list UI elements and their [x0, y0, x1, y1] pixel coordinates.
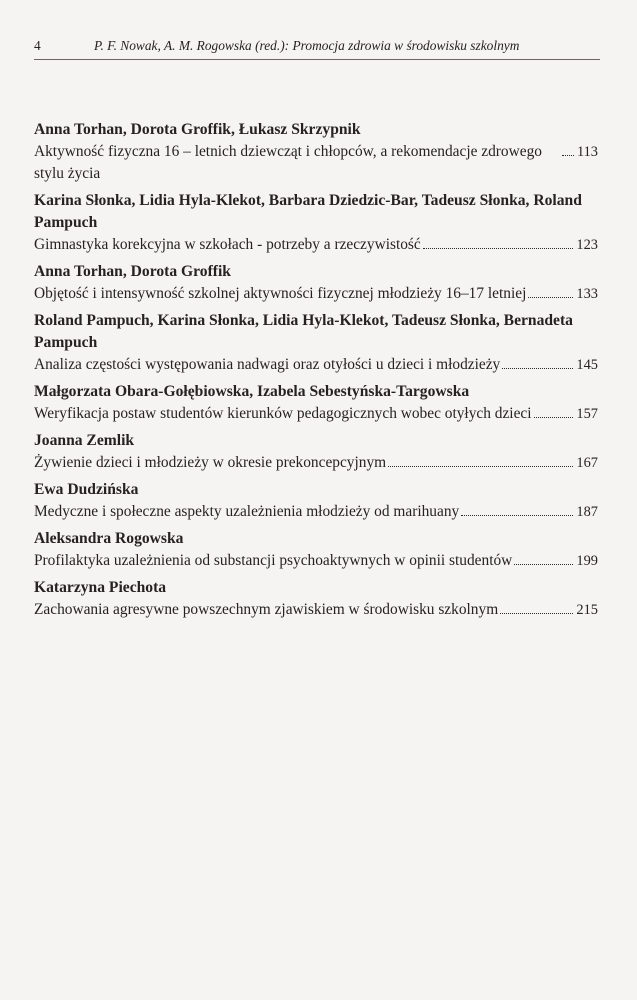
header-rule: [34, 59, 600, 60]
toc-title: Analiza częstości występowania nadwagi oraz otyłości u dzieci i młodzieży: [34, 356, 501, 373]
toc-entry: [34, 310, 598, 376]
toc-authors: Ewa Dudzińska: [34, 481, 139, 498]
toc-title: Medyczne i społeczne aspekty uzależnienia młodzieży od marihuany: [34, 503, 460, 520]
toc-entry: [34, 479, 598, 523]
toc-page-number: 113: [576, 144, 598, 160]
dot-leader: [423, 248, 574, 249]
toc-title: Weryfikacja postaw studentów kierunków pedagogicznych wobec otyłych dzieci: [34, 405, 532, 422]
toc-authors: Katarzyna Piechota: [34, 579, 167, 596]
toc-page-number: 157: [576, 406, 598, 422]
toc-entry: [34, 261, 598, 305]
toc-authors: Anna Torhan, Dorota Groffik: [34, 263, 231, 280]
toc-page-number: 123: [576, 237, 598, 253]
toc-authors: Joanna Zemlik: [34, 432, 135, 449]
dot-leader: [514, 564, 573, 565]
toc-page-number: 133: [576, 286, 598, 302]
toc-page-number: 145: [576, 357, 598, 373]
table-of-contents: [34, 119, 598, 626]
toc-entry: [34, 577, 598, 621]
toc-authors: Karina Słonka, Lidia Hyla-Klekot, Barbara Dziedzic-Bar, Tadeusz Słonka, Roland Pampuch: [34, 192, 582, 231]
running-head: P. F. Nowak, A. M. Rogowska (red.): Promocja zdrowia w środowisku szkolnym: [94, 38, 520, 53]
toc-page-number: 167: [576, 455, 598, 471]
toc-page-number: 215: [576, 602, 598, 618]
toc-entry: [34, 528, 598, 572]
dot-leader: [528, 297, 573, 298]
toc-title-line: [34, 501, 598, 523]
toc-title-line: [34, 234, 598, 256]
toc-entry: [34, 119, 598, 185]
toc-title: Objętość i intensywność szkolnej aktywności fizycznej młodzieży 16–17 letniej: [34, 285, 527, 302]
toc-title: Zachowania agresywne powszechnym zjawiskiem w środowisku szkolnym: [34, 601, 499, 618]
toc-entry: [34, 190, 598, 256]
toc-title: Gimnastyka korekcyjna w szkołach - potrzeby a rzeczywistość: [34, 236, 421, 253]
dot-leader: [461, 515, 573, 516]
toc-title-line: [34, 452, 598, 474]
dot-leader: [502, 368, 573, 369]
toc-authors: Anna Torhan, Dorota Groffik, Łukasz Skrzypnik: [34, 121, 361, 138]
toc-title: Aktywność fizyczna 16 – letnich dziewcząt i chłopców, a rekomendacje zdrowego stylu życia: [34, 143, 542, 182]
dot-leader: [562, 155, 574, 156]
toc-authors: Roland Pampuch, Karina Słonka, Lidia Hyla-Klekot, Tadeusz Słonka, Bernadeta Pampuch: [34, 312, 573, 351]
toc-entry: [34, 381, 598, 425]
page-header: [34, 38, 600, 56]
toc-title-line: [34, 599, 598, 621]
dot-leader: [388, 466, 573, 467]
toc-title-line: [34, 550, 598, 572]
toc-entry: [34, 430, 598, 474]
toc-title-line: [34, 354, 598, 376]
toc-title: Żywienie dzieci i młodzieży w okresie prekoncepcyjnym: [34, 454, 387, 471]
toc-title-line: [34, 141, 598, 185]
toc-title-line: [34, 283, 598, 305]
toc-authors: Małgorzata Obara-Gołębiowska, Izabela Sebestyńska-Targowska: [34, 383, 470, 400]
toc-page-number: 187: [576, 504, 598, 520]
toc-title-line: [34, 403, 598, 425]
toc-page-number: 199: [576, 553, 598, 569]
toc-authors: Aleksandra Rogowska: [34, 530, 184, 547]
dot-leader: [500, 613, 573, 614]
toc-title: Profilaktyka uzależnienia od substancji psychoaktywnych w opinii studentów: [34, 552, 513, 569]
page-number: 4: [34, 38, 41, 53]
dot-leader: [534, 417, 574, 418]
